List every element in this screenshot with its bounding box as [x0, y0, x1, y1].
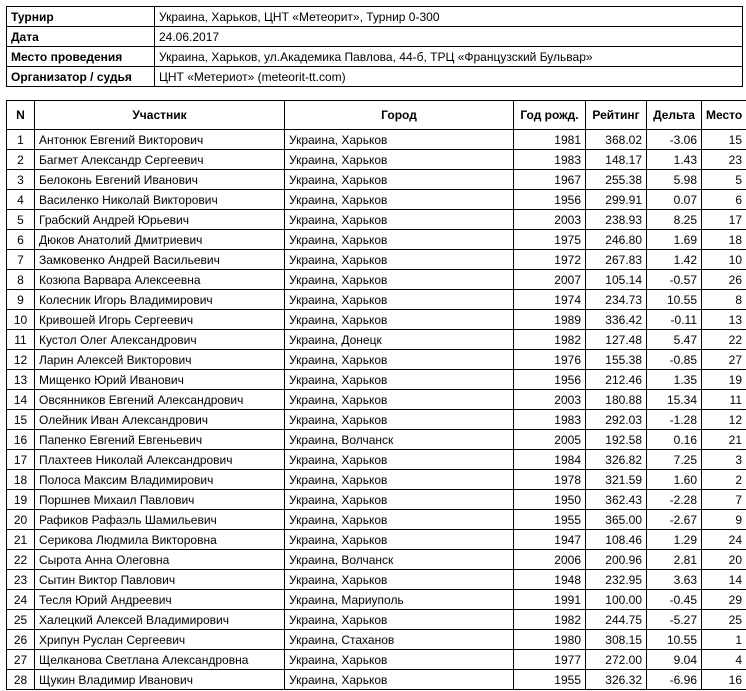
table-row [7, 250, 746, 270]
table-row [7, 410, 746, 430]
cell-n: 23 [7, 570, 35, 590]
results-body [7, 130, 746, 690]
table-row [7, 490, 746, 510]
info-label: Дата [7, 27, 155, 47]
cell-place: 22 [702, 330, 746, 350]
cell-city: Украина, Харьков [285, 610, 514, 630]
cell-birth-year: 2005 [514, 430, 586, 450]
cell-city: Украина, Мариуполь [285, 590, 514, 610]
cell-birth-year: 1948 [514, 570, 586, 590]
cell-n: 7 [7, 250, 35, 270]
cell-participant: Кустол Олег Александрович [35, 330, 285, 350]
cell-birth-year: 1980 [514, 630, 586, 650]
cell-delta: -6.96 [647, 670, 702, 690]
cell-birth-year: 1972 [514, 250, 586, 270]
table-row [7, 390, 746, 410]
cell-city: Украина, Харьков [285, 270, 514, 290]
cell-place: 8 [702, 290, 746, 310]
cell-n: 4 [7, 190, 35, 210]
cell-participant: Олейник Иван Александрович [35, 410, 285, 430]
cell-n: 1 [7, 130, 35, 150]
cell-place: 11 [702, 390, 746, 410]
cell-city: Украина, Донецк [285, 330, 514, 350]
cell-rating: 255.38 [586, 170, 647, 190]
cell-n: 9 [7, 290, 35, 310]
table-row [7, 570, 746, 590]
cell-rating: 362.43 [586, 490, 647, 510]
cell-n: 10 [7, 310, 35, 330]
table-row [7, 230, 746, 250]
cell-place: 7 [702, 490, 746, 510]
table-row [7, 290, 746, 310]
table-row [7, 430, 746, 450]
cell-birth-year: 1983 [514, 410, 586, 430]
cell-rating: 292.03 [586, 410, 647, 430]
cell-delta: 1.42 [647, 250, 702, 270]
cell-place: 18 [702, 230, 746, 250]
cell-delta: 1.69 [647, 230, 702, 250]
table-row [7, 150, 746, 170]
cell-n: 6 [7, 230, 35, 250]
cell-participant: Полоса Максим Владимирович [35, 470, 285, 490]
cell-participant: Белоконь Евгений Иванович [35, 170, 285, 190]
cell-delta: -1.28 [647, 410, 702, 430]
tournament-info-table [6, 6, 743, 87]
cell-birth-year: 1983 [514, 150, 586, 170]
cell-participant: Дюков Анатолий Дмитриевич [35, 230, 285, 250]
cell-place: 13 [702, 310, 746, 330]
cell-participant: Кривошей Игорь Сергеевич [35, 310, 285, 330]
table-row [7, 510, 746, 530]
cell-birth-year: 1967 [514, 170, 586, 190]
header-city: Город [285, 101, 514, 130]
results-header-row [7, 101, 746, 130]
cell-place: 16 [702, 670, 746, 690]
cell-n: 12 [7, 350, 35, 370]
cell-rating: 368.02 [586, 130, 647, 150]
cell-rating: 200.96 [586, 550, 647, 570]
cell-n: 15 [7, 410, 35, 430]
cell-birth-year: 1956 [514, 370, 586, 390]
header-participant: Участник [35, 101, 285, 130]
cell-place: 24 [702, 530, 746, 550]
cell-rating: 192.58 [586, 430, 647, 450]
info-value: 24.06.2017 [155, 27, 743, 47]
cell-participant: Замковенко Андрей Васильевич [35, 250, 285, 270]
cell-n: 22 [7, 550, 35, 570]
table-row [7, 670, 746, 690]
info-row [7, 67, 743, 87]
cell-n: 17 [7, 450, 35, 470]
table-row [7, 130, 746, 150]
info-row [7, 47, 743, 67]
cell-delta: -0.45 [647, 590, 702, 610]
info-value: ЦНТ «Метериот» (meteorit-tt.com) [155, 67, 743, 87]
info-value: Украина, Харьков, ул.Академика Павлова, 44-б, ТРЦ «Французский Бульвар» [155, 47, 743, 67]
cell-birth-year: 1947 [514, 530, 586, 550]
cell-n: 2 [7, 150, 35, 170]
table-row [7, 470, 746, 490]
cell-place: 9 [702, 510, 746, 530]
cell-place: 1 [702, 630, 746, 650]
cell-n: 26 [7, 630, 35, 650]
cell-birth-year: 2003 [514, 390, 586, 410]
cell-delta: -5.27 [647, 610, 702, 630]
cell-city: Украина, Стаханов [285, 630, 514, 650]
table-row [7, 310, 746, 330]
cell-rating: 272.00 [586, 650, 647, 670]
cell-place: 4 [702, 650, 746, 670]
cell-rating: 244.75 [586, 610, 647, 630]
table-row [7, 590, 746, 610]
header-birth-year: Год рожд. [514, 101, 586, 130]
cell-participant: Мищенко Юрий Иванович [35, 370, 285, 390]
cell-participant: Рафиков Рафаэль Шамильевич [35, 510, 285, 530]
cell-place: 25 [702, 610, 746, 630]
cell-participant: Багмет Александр Сергеевич [35, 150, 285, 170]
cell-birth-year: 1975 [514, 230, 586, 250]
cell-participant: Сытин Виктор Павлович [35, 570, 285, 590]
cell-delta: 5.98 [647, 170, 702, 190]
cell-rating: 127.48 [586, 330, 647, 350]
cell-participant: Колесник Игорь Владимирович [35, 290, 285, 310]
cell-participant: Василенко Николай Викторович [35, 190, 285, 210]
header-place: Место [702, 101, 746, 130]
cell-n: 25 [7, 610, 35, 630]
cell-city: Украина, Харьков [285, 390, 514, 410]
cell-city: Украина, Харьков [285, 650, 514, 670]
table-row [7, 450, 746, 470]
cell-rating: 365.00 [586, 510, 647, 530]
header-n: N [7, 101, 35, 130]
table-row [7, 330, 746, 350]
cell-delta: 10.55 [647, 290, 702, 310]
table-row [7, 530, 746, 550]
cell-participant: Козюпа Варвара Алексеевна [35, 270, 285, 290]
cell-delta: 5.47 [647, 330, 702, 350]
cell-city: Украина, Харьков [285, 210, 514, 230]
cell-delta: 7.25 [647, 450, 702, 470]
cell-delta: -0.85 [647, 350, 702, 370]
cell-place: 21 [702, 430, 746, 450]
cell-birth-year: 1956 [514, 190, 586, 210]
cell-delta: 0.16 [647, 430, 702, 450]
tournament-info-body [7, 7, 743, 87]
cell-city: Украина, Харьков [285, 170, 514, 190]
cell-n: 18 [7, 470, 35, 490]
cell-city: Украина, Волчанск [285, 430, 514, 450]
cell-n: 5 [7, 210, 35, 230]
cell-delta: -2.28 [647, 490, 702, 510]
cell-birth-year: 1950 [514, 490, 586, 510]
cell-birth-year: 1991 [514, 590, 586, 610]
cell-birth-year: 1978 [514, 470, 586, 490]
cell-rating: 326.32 [586, 670, 647, 690]
table-row [7, 630, 746, 650]
cell-rating: 180.88 [586, 390, 647, 410]
table-row [7, 370, 746, 390]
cell-place: 14 [702, 570, 746, 590]
table-row [7, 610, 746, 630]
cell-delta: 1.43 [647, 150, 702, 170]
cell-n: 24 [7, 590, 35, 610]
info-row [7, 7, 743, 27]
cell-n: 19 [7, 490, 35, 510]
info-label: Место проведения [7, 47, 155, 67]
cell-place: 12 [702, 410, 746, 430]
cell-n: 27 [7, 650, 35, 670]
cell-rating: 299.91 [586, 190, 647, 210]
cell-participant: Папенко Евгений Евгеньевич [35, 430, 285, 450]
cell-participant: Грабский Андрей Юрьевич [35, 210, 285, 230]
cell-birth-year: 1955 [514, 510, 586, 530]
table-row [7, 550, 746, 570]
cell-n: 21 [7, 530, 35, 550]
cell-delta: -0.57 [647, 270, 702, 290]
cell-place: 27 [702, 350, 746, 370]
cell-rating: 155.38 [586, 350, 647, 370]
table-row [7, 270, 746, 290]
cell-birth-year: 1955 [514, 670, 586, 690]
cell-birth-year: 1974 [514, 290, 586, 310]
cell-birth-year: 1982 [514, 330, 586, 350]
cell-participant: Халецкий Алексей Владимирович [35, 610, 285, 630]
cell-birth-year: 2003 [514, 210, 586, 230]
cell-birth-year: 1982 [514, 610, 586, 630]
cell-birth-year: 1977 [514, 650, 586, 670]
info-label: Организатор / судья [7, 67, 155, 87]
cell-delta: 2.81 [647, 550, 702, 570]
cell-delta: -2.67 [647, 510, 702, 530]
cell-rating: 100.00 [586, 590, 647, 610]
info-row [7, 27, 743, 47]
cell-n: 14 [7, 390, 35, 410]
cell-city: Украина, Харьков [285, 370, 514, 390]
cell-participant: Ларин Алексей Викторович [35, 350, 285, 370]
cell-city: Украина, Харьков [285, 670, 514, 690]
cell-participant: Серикова Людмила Викторовна [35, 530, 285, 550]
results-table [6, 100, 746, 690]
header-rating: Рейтинг [586, 101, 647, 130]
cell-city: Украина, Харьков [285, 530, 514, 550]
cell-n: 16 [7, 430, 35, 450]
cell-birth-year: 1976 [514, 350, 586, 370]
cell-city: Украина, Харьков [285, 230, 514, 250]
cell-city: Украина, Харьков [285, 190, 514, 210]
info-label: Турнир [7, 7, 155, 27]
table-row [7, 650, 746, 670]
cell-n: 3 [7, 170, 35, 190]
cell-city: Украина, Харьков [285, 490, 514, 510]
cell-place: 10 [702, 250, 746, 270]
cell-participant: Тесля Юрий Андреевич [35, 590, 285, 610]
cell-delta: 10.55 [647, 630, 702, 650]
cell-place: 29 [702, 590, 746, 610]
header-delta: Дельта [647, 101, 702, 130]
cell-city: Украина, Харьков [285, 410, 514, 430]
cell-delta: 1.60 [647, 470, 702, 490]
cell-rating: 267.83 [586, 250, 647, 270]
cell-city: Украина, Харьков [285, 470, 514, 490]
cell-n: 13 [7, 370, 35, 390]
cell-n: 28 [7, 670, 35, 690]
cell-delta: -3.06 [647, 130, 702, 150]
cell-place: 15 [702, 130, 746, 150]
cell-rating: 232.95 [586, 570, 647, 590]
cell-delta: 15.34 [647, 390, 702, 410]
cell-participant: Поршнев Михаил Павлович [35, 490, 285, 510]
cell-city: Украина, Харьков [285, 150, 514, 170]
cell-delta: -0.11 [647, 310, 702, 330]
table-row [7, 210, 746, 230]
cell-n: 11 [7, 330, 35, 350]
cell-city: Украина, Харьков [285, 250, 514, 270]
cell-place: 3 [702, 450, 746, 470]
cell-place: 5 [702, 170, 746, 190]
cell-delta: 8.25 [647, 210, 702, 230]
table-row [7, 190, 746, 210]
cell-birth-year: 1989 [514, 310, 586, 330]
cell-rating: 105.14 [586, 270, 647, 290]
cell-rating: 212.46 [586, 370, 647, 390]
cell-participant: Щукин Владимир Иванович [35, 670, 285, 690]
table-row [7, 350, 746, 370]
info-value: Украина, Харьков, ЦНТ «Метеорит», Турнир 0-300 [155, 7, 743, 27]
cell-rating: 321.59 [586, 470, 647, 490]
cell-place: 26 [702, 270, 746, 290]
cell-n: 8 [7, 270, 35, 290]
cell-city: Украина, Волчанск [285, 550, 514, 570]
cell-rating: 108.46 [586, 530, 647, 550]
cell-delta: 3.63 [647, 570, 702, 590]
cell-place: 2 [702, 470, 746, 490]
cell-place: 6 [702, 190, 746, 210]
cell-delta: 0.07 [647, 190, 702, 210]
cell-delta: 1.35 [647, 370, 702, 390]
cell-rating: 336.42 [586, 310, 647, 330]
cell-place: 17 [702, 210, 746, 230]
cell-birth-year: 1984 [514, 450, 586, 470]
cell-participant: Овсянников Евгений Александрович [35, 390, 285, 410]
cell-birth-year: 2006 [514, 550, 586, 570]
cell-city: Украина, Харьков [285, 130, 514, 150]
cell-rating: 234.73 [586, 290, 647, 310]
cell-place: 19 [702, 370, 746, 390]
cell-participant: Щелканова Светлана Александровна [35, 650, 285, 670]
cell-city: Украина, Харьков [285, 450, 514, 470]
cell-rating: 246.80 [586, 230, 647, 250]
cell-city: Украина, Харьков [285, 570, 514, 590]
cell-city: Украина, Харьков [285, 290, 514, 310]
cell-participant: Хрипун Руслан Сергеевич [35, 630, 285, 650]
cell-delta: 9.04 [647, 650, 702, 670]
cell-participant: Сырота Анна Олеговна [35, 550, 285, 570]
cell-participant: Антонюк Евгений Викторович [35, 130, 285, 150]
cell-city: Украина, Харьков [285, 510, 514, 530]
cell-birth-year: 1981 [514, 130, 586, 150]
cell-city: Украина, Харьков [285, 310, 514, 330]
cell-n: 20 [7, 510, 35, 530]
cell-rating: 308.15 [586, 630, 647, 650]
cell-rating: 238.93 [586, 210, 647, 230]
cell-birth-year: 2007 [514, 270, 586, 290]
cell-participant: Плахтеев Николай Александрович [35, 450, 285, 470]
cell-place: 23 [702, 150, 746, 170]
cell-rating: 148.17 [586, 150, 647, 170]
cell-delta: 1.29 [647, 530, 702, 550]
cell-rating: 326.82 [586, 450, 647, 470]
cell-place: 20 [702, 550, 746, 570]
table-row [7, 170, 746, 190]
cell-city: Украина, Харьков [285, 350, 514, 370]
